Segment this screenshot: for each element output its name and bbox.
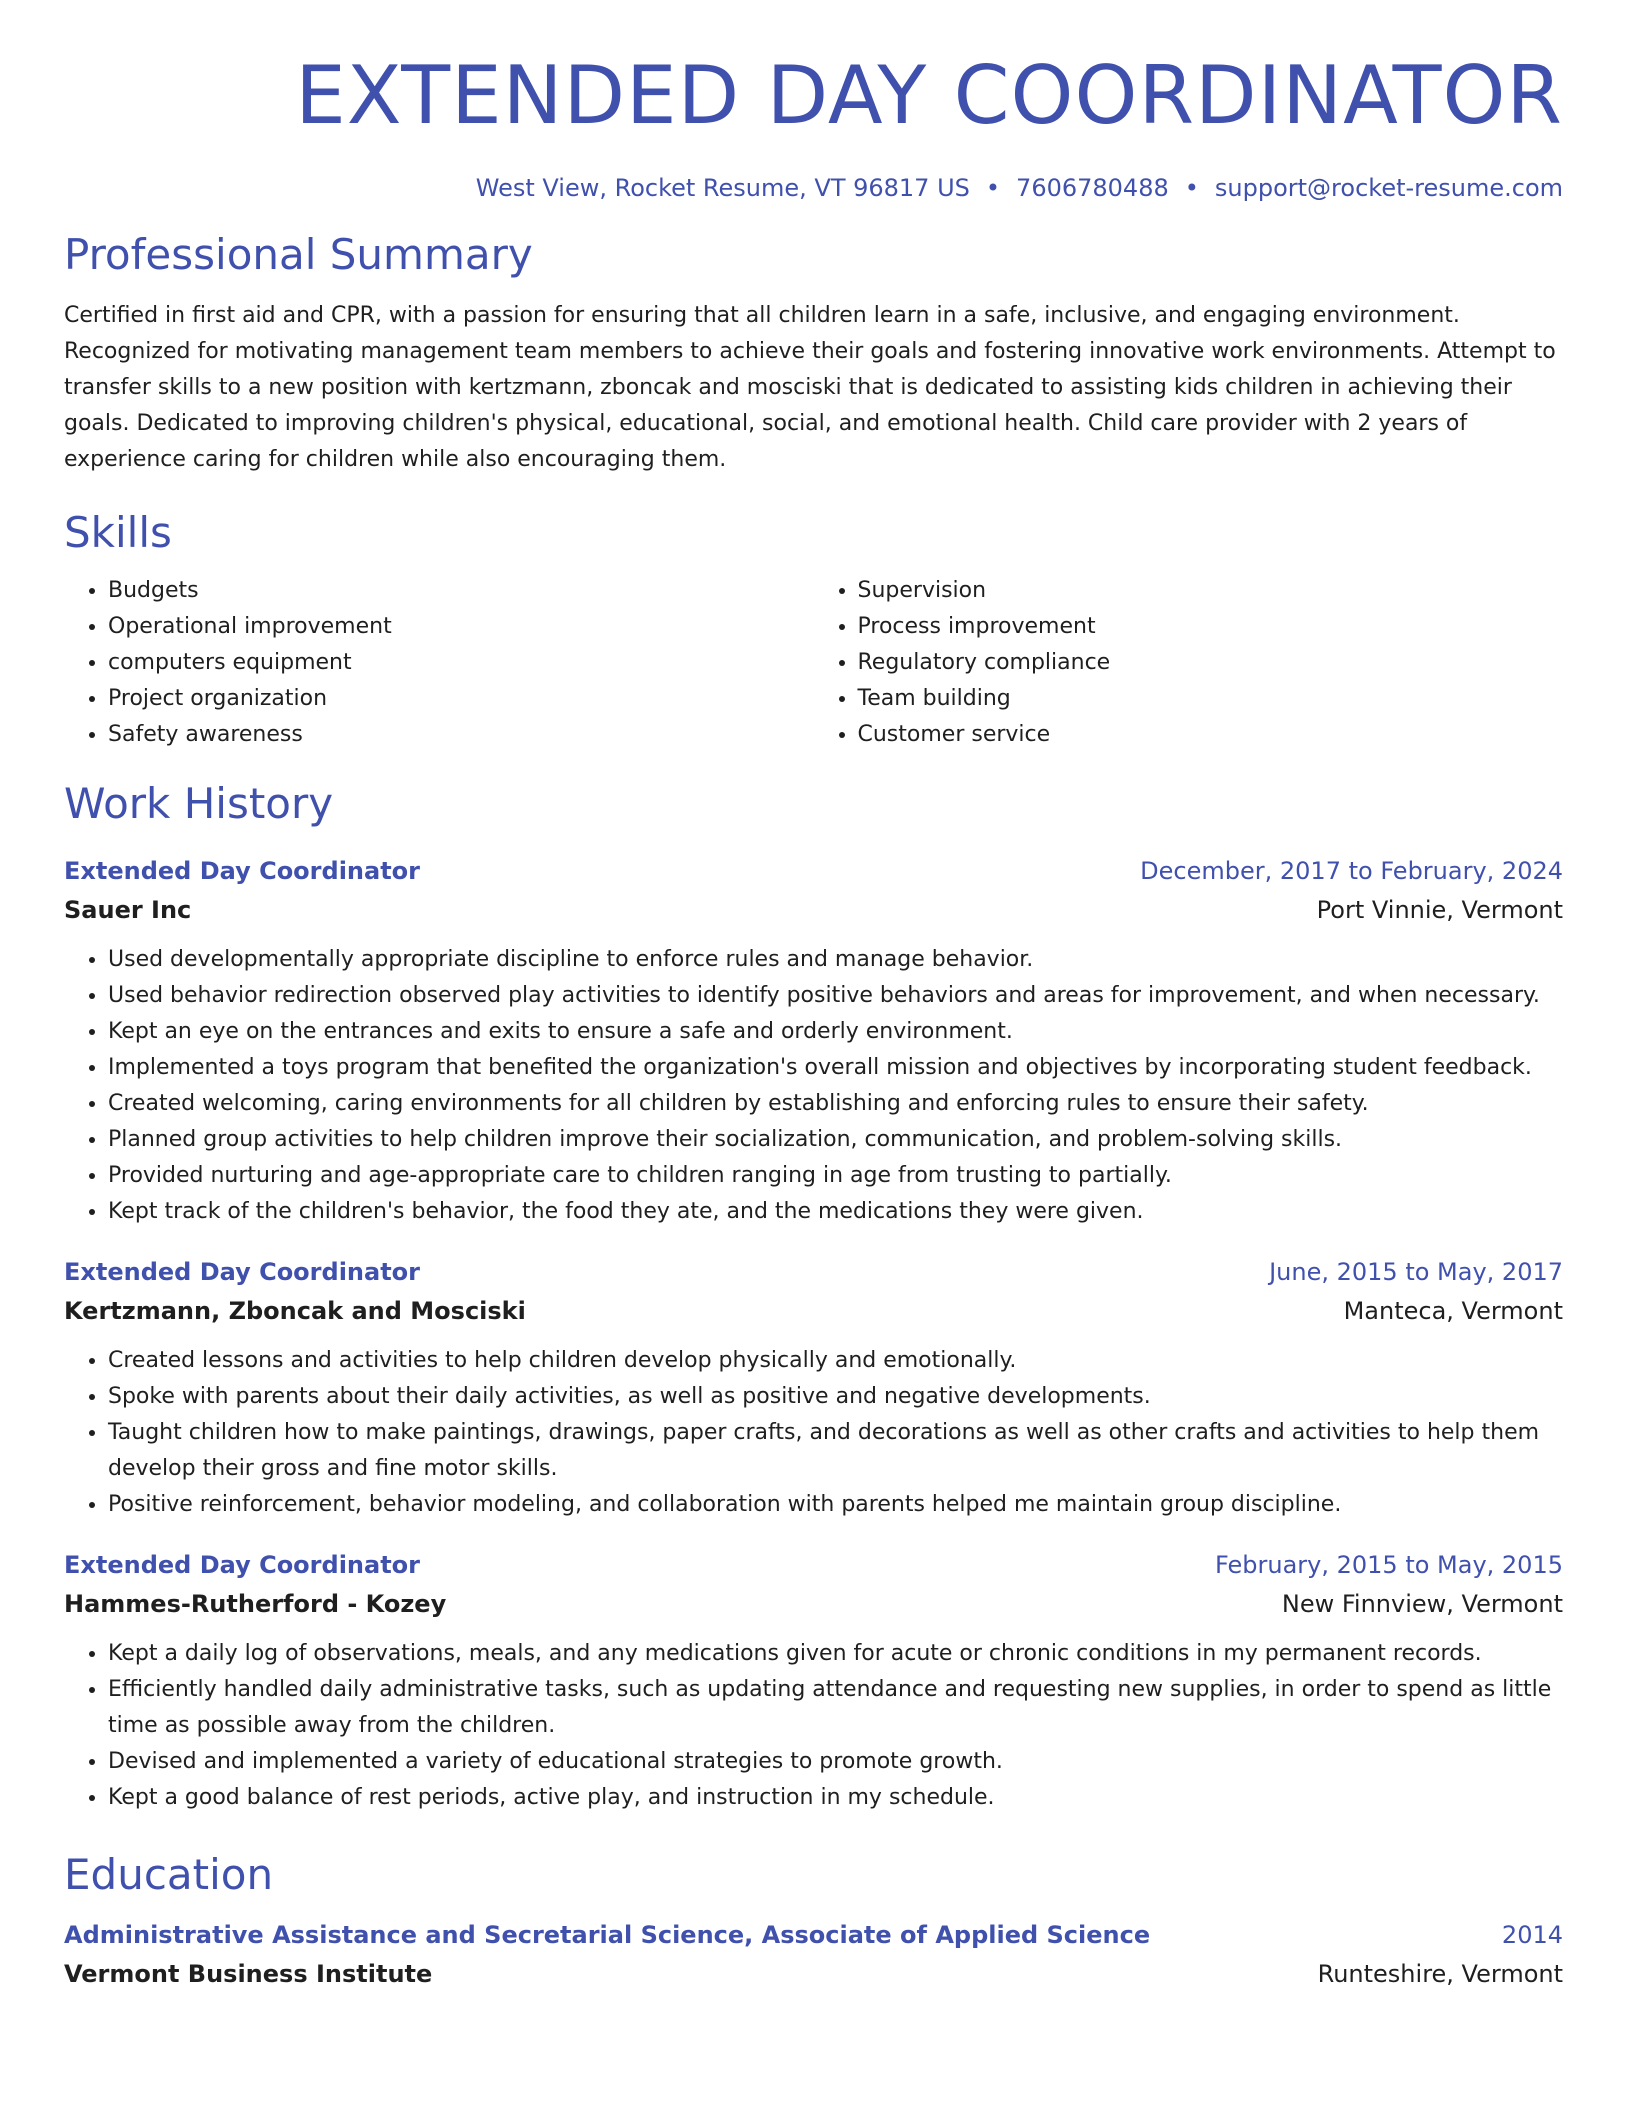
professional-summary-section xyxy=(64,230,1563,478)
job-bullet: • Efficiently handled daily administrative tasks, such as updating attendance and requesting new supplies, in order to spend as little time as possible away from the children. xyxy=(108,1672,1563,1744)
job-bullets xyxy=(64,942,1563,1230)
summary-text: Certified in first aid and CPR, with a passion for ensuring that all children learn in a safe, inclusive, and engaging environment. Recognized for motivating management team members to achieve their goals and fostering innovative work environments. Attempt to transfer skills to a new position with kertzmann, zboncak and mosciski that is dedicated to assisting kids children in achieving their goals. Dedicated to improving children's physical, educational, social, and emotional health. Child care provider with 2 years of experience caring for children while also encouraging them. xyxy=(64,303,1556,473)
education-degree: Administrative Assistance and Secretarial Science, Associate of Applied Science xyxy=(64,1920,1151,1949)
job-entry xyxy=(64,1547,1563,1816)
contact-address: West View, Rocket Resume, VT 96817 US xyxy=(475,174,970,202)
job-company: Sauer Inc xyxy=(64,896,192,925)
job-subheader xyxy=(64,892,1563,928)
job-bullet: • Taught children how to make paintings, drawings, paper crafts, and decorations as well as other crafts and activities to help them develop their gross and fine motor skills. xyxy=(108,1415,1563,1487)
job-bullet: • Devised and implemented a variety of educational strategies to promote growth. xyxy=(108,1744,1563,1780)
job-location: Port Vinnie, Vermont xyxy=(1316,896,1563,925)
skill-item: • Customer service xyxy=(858,717,1564,753)
skills-column-right xyxy=(814,573,1564,753)
education-location: Runteshire, Vermont xyxy=(1317,1959,1563,1988)
contact-separator: • xyxy=(1184,174,1199,202)
job-dates: June, 2015 to May, 2017 xyxy=(1269,1258,1563,1287)
job-subheader xyxy=(64,1586,1563,1622)
contact-separator: • xyxy=(985,174,1001,202)
job-header xyxy=(64,853,1563,889)
job-location: New Finnview, Vermont xyxy=(1281,1590,1563,1619)
job-bullet: • Used developmentally appropriate discipline to enforce rules and manage behavior. xyxy=(108,942,1563,978)
job-title: Extended Day Coordinator xyxy=(64,857,420,886)
skill-item: • computers equipment xyxy=(108,645,814,681)
job-bullet: • Kept track of the children's behavior, the food they ate, and the medications they were given. xyxy=(108,1194,1563,1230)
job-bullet: • Provided nurturing and age-appropriate care to children ranging in age from trusting to partially. xyxy=(108,1158,1563,1194)
skill-item: • Process improvement xyxy=(858,609,1564,645)
job-bullet: • Planned group activities to help children improve their socialization, communication, and problem-solving skills. xyxy=(108,1122,1563,1158)
education-subheader xyxy=(64,1956,1563,1992)
contact-phone: 7606780488 xyxy=(1016,174,1169,202)
work-history-section xyxy=(64,779,1563,1816)
job-title: Extended Day Coordinator xyxy=(64,1551,420,1580)
section-heading-skills: Skills xyxy=(64,508,172,558)
job-bullet: • Created lessons and activities to help children develop physically and emotionally. xyxy=(108,1343,1563,1379)
job-dates: February, 2015 to May, 2015 xyxy=(1215,1551,1563,1580)
contact-email: support@rocket-resume.com xyxy=(1214,174,1563,202)
section-heading-work: Work History xyxy=(64,778,334,828)
education-entry xyxy=(64,1917,1563,1992)
job-bullet: • Used behavior redirection observed play activities to identify positive behaviors and areas for improvement, and when necessary. xyxy=(108,978,1563,1014)
job-title: Extended Day Coordinator xyxy=(64,1258,420,1287)
job-header xyxy=(64,1547,1563,1583)
skill-item: • Team building xyxy=(858,681,1564,717)
job-bullet: • Implemented a toys program that benefited the organization's overall mission and objectives by incorporating student feedback. xyxy=(108,1050,1563,1086)
skill-item: • Project organization xyxy=(108,681,814,717)
job-header xyxy=(64,1254,1563,1290)
job-location: Manteca, Vermont xyxy=(1343,1297,1563,1326)
section-heading-summary: Professional Summary xyxy=(64,230,533,279)
job-bullet: • Created welcoming, caring environments for all children by establishing and enforcing rules to ensure their safety. xyxy=(108,1086,1563,1122)
job-bullet: • Kept a daily log of observations, meals, and any medications given for acute or chronic conditions in my permanent records. xyxy=(108,1636,1563,1672)
resume-title: EXTENDED DAY COORDINATOR xyxy=(295,49,1563,142)
job-company: Kertzmann, Zboncak and Mosciski xyxy=(64,1297,526,1326)
skills-column-left xyxy=(64,573,814,753)
job-subheader xyxy=(64,1293,1563,1329)
skill-item: • Budgets xyxy=(108,573,814,609)
skills-grid xyxy=(64,573,1563,753)
job-bullet: • Positive reinforcement, behavior modeling, and collaboration with parents helped me maintain group discipline. xyxy=(108,1487,1563,1523)
job-bullets xyxy=(64,1343,1563,1523)
education-year: 2014 xyxy=(1501,1920,1563,1949)
job-bullet: • Kept an eye on the entrances and exits to ensure a safe and orderly environment. xyxy=(108,1014,1563,1050)
skill-item: • Regulatory compliance xyxy=(858,645,1564,681)
education-school: Vermont Business Institute xyxy=(64,1959,433,1988)
job-bullet: • Spoke with parents about their daily activities, as well as positive and negative developments. xyxy=(108,1379,1563,1415)
skill-item: • Safety awareness xyxy=(108,717,814,753)
job-bullets xyxy=(64,1636,1563,1816)
job-entry xyxy=(64,853,1563,1230)
job-entry xyxy=(64,1254,1563,1523)
job-bullet: • Kept a good balance of rest periods, active play, and instruction in my schedule. xyxy=(108,1780,1563,1816)
job-company: Hammes-Rutherford - Kozey xyxy=(64,1590,447,1619)
job-dates: December, 2017 to February, 2024 xyxy=(1140,857,1563,886)
skill-item: • Supervision xyxy=(858,573,1564,609)
education-section xyxy=(64,1850,1563,1991)
skills-section xyxy=(64,508,1563,752)
section-heading-education: Education xyxy=(64,1850,274,1900)
education-header xyxy=(64,1917,1563,1953)
resume-page xyxy=(64,48,1563,1992)
skill-item: • Operational improvement xyxy=(108,609,814,645)
contact-line xyxy=(64,174,1563,202)
